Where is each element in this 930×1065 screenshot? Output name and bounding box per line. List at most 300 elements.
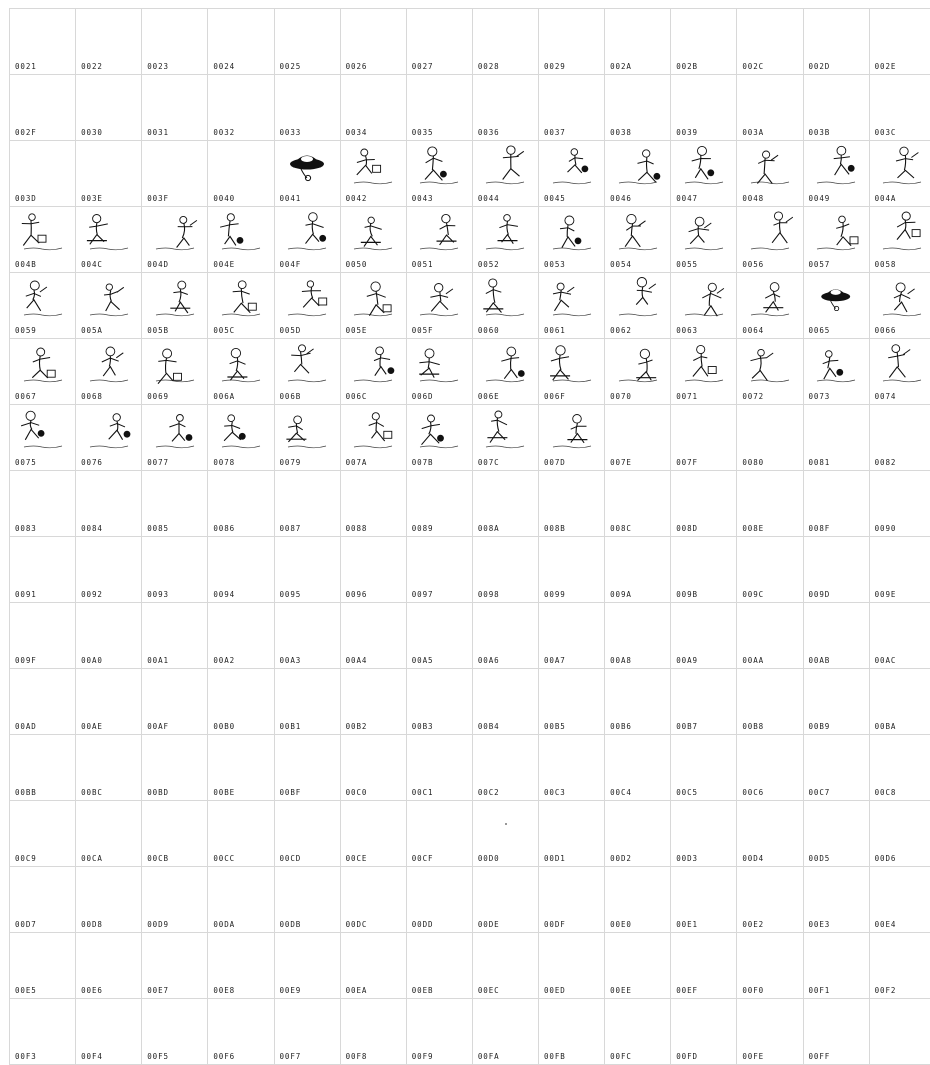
- glyph-cell-00DF[interactable]: [539, 867, 605, 933]
- glyph-cell-0096[interactable]: [340, 537, 406, 603]
- glyph-cell-00C2[interactable]: [472, 735, 538, 801]
- glyph-cell-0030[interactable]: [76, 75, 142, 141]
- glyph-cell-00B1[interactable]: [274, 669, 340, 735]
- glyph-cell-0047[interactable]: [671, 141, 737, 207]
- glyph-cell-00D9[interactable]: [142, 867, 208, 933]
- glyph-cell-006A[interactable]: [208, 339, 274, 405]
- glyph-code-label: 00CF: [412, 855, 434, 863]
- glyph-cell-00A1[interactable]: [142, 603, 208, 669]
- glyph-cell-00A9[interactable]: [671, 603, 737, 669]
- glyph-cell-00D7[interactable]: [10, 867, 76, 933]
- glyph-code-label: 0099: [544, 591, 566, 599]
- glyph-code-label: 002D: [809, 63, 831, 71]
- glyph-code-label: 00C0: [346, 789, 368, 797]
- glyph-cell-007F[interactable]: [671, 405, 737, 471]
- glyph-code-label: 00EC: [478, 987, 500, 995]
- glyph-cell-00AA[interactable]: [737, 603, 803, 669]
- glyph-code-label: 0060: [478, 327, 500, 335]
- glyph-cell-00F4[interactable]: [76, 999, 142, 1065]
- glyph-code-label: 00BF: [280, 789, 302, 797]
- glyph-cell-0026[interactable]: [340, 9, 406, 75]
- glyph-cell-00F3[interactable]: [10, 999, 76, 1065]
- glyph-cell-0044[interactable]: [472, 141, 538, 207]
- glyph-code-label: 0068: [81, 393, 103, 401]
- glyph-cell-00DB[interactable]: [274, 867, 340, 933]
- glyph-cell-008C[interactable]: [605, 471, 671, 537]
- glyph-code-label: 009F: [15, 657, 37, 665]
- glyph-cell-00B3[interactable]: [406, 669, 472, 735]
- glyph-cell-00AD[interactable]: [10, 669, 76, 735]
- glyph-cell-00BE[interactable]: [208, 735, 274, 801]
- glyph-cell-00B2[interactable]: [340, 669, 406, 735]
- glyph-code-label: 0053: [544, 261, 566, 269]
- glyph-cell-004C[interactable]: [76, 207, 142, 273]
- glyph-cell-0080[interactable]: [737, 405, 803, 471]
- glyph-cell-0037[interactable]: [539, 75, 605, 141]
- glyph-cell-0074[interactable]: [869, 339, 930, 405]
- glyph-cell-007A[interactable]: [340, 405, 406, 471]
- glyph-cell-00AB[interactable]: [803, 603, 869, 669]
- glyph-cell-0089[interactable]: [406, 471, 472, 537]
- glyph-cell-009F[interactable]: [10, 603, 76, 669]
- glyph-code-label: 007F: [676, 459, 698, 467]
- glyph-code-label: 00B2: [346, 723, 368, 731]
- glyph-cell-00F1[interactable]: [803, 933, 869, 999]
- glyph-cell-00D1[interactable]: [539, 801, 605, 867]
- glyph-cell-0090[interactable]: [869, 471, 930, 537]
- glyph-cell-0045[interactable]: [539, 141, 605, 207]
- glyph-cell-0035[interactable]: [406, 75, 472, 141]
- glyph-cell-00DE[interactable]: [472, 867, 538, 933]
- glyph-cell-00B7[interactable]: [671, 669, 737, 735]
- glyph-cell-009C[interactable]: [737, 537, 803, 603]
- glyph-cell-00B8[interactable]: [737, 669, 803, 735]
- glyph-cell-00E8[interactable]: [208, 933, 274, 999]
- glyph-cell-00EB[interactable]: [406, 933, 472, 999]
- glyph-cell-0086[interactable]: [208, 471, 274, 537]
- glyph-cell-00FD[interactable]: [671, 999, 737, 1065]
- figure-digging-icon: [275, 407, 340, 451]
- glyph-cell-00E2[interactable]: [737, 867, 803, 933]
- glyph-code-label: 00D2: [610, 855, 632, 863]
- glyph-code-label: 00F8: [346, 1053, 368, 1061]
- glyph-cell-00B9[interactable]: [803, 669, 869, 735]
- glyph-cell-00C8[interactable]: [869, 735, 930, 801]
- glyph-cell-00FC[interactable]: [605, 999, 671, 1065]
- glyph-cell-005A[interactable]: [76, 273, 142, 339]
- glyph-cell-00E9[interactable]: [274, 933, 340, 999]
- glyph-cell-0041[interactable]: [274, 141, 340, 207]
- glyph-cell-006F[interactable]: [539, 339, 605, 405]
- glyph-code-label: 0021: [15, 63, 37, 71]
- glyph-cell-008D[interactable]: [671, 471, 737, 537]
- glyph-cell-00CC[interactable]: [208, 801, 274, 867]
- glyph-cell-0064[interactable]: [737, 273, 803, 339]
- glyph-cell-0031[interactable]: [142, 75, 208, 141]
- glyph-cell-00FF[interactable]: [803, 999, 869, 1065]
- glyph-cell-0087[interactable]: [274, 471, 340, 537]
- glyph-cell-0046[interactable]: [605, 141, 671, 207]
- glyph-code-label: 00B3: [412, 723, 434, 731]
- glyph-cell-006D[interactable]: [406, 339, 472, 405]
- glyph-cell-0052[interactable]: [472, 207, 538, 273]
- glyph-cell-00DC[interactable]: [340, 867, 406, 933]
- glyph-cell-00E1[interactable]: [671, 867, 737, 933]
- glyph-code-label: 005F: [412, 327, 434, 335]
- glyph-cell-0028[interactable]: [472, 9, 538, 75]
- glyph-code-label: 0095: [280, 591, 302, 599]
- glyph-cell-00FA[interactable]: [472, 999, 538, 1065]
- glyph-cell-00E0[interactable]: [605, 867, 671, 933]
- glyph-cell-0056[interactable]: [737, 207, 803, 273]
- glyph-cell-0068[interactable]: [76, 339, 142, 405]
- glyph-code-label: 002A: [610, 63, 632, 71]
- glyph-cell-0024[interactable]: [208, 9, 274, 75]
- glyph-cell-0040[interactable]: [208, 141, 274, 207]
- glyph-cell-004B[interactable]: [10, 207, 76, 273]
- glyph-cell-0057[interactable]: [803, 207, 869, 273]
- glyph-cell-00B6[interactable]: [605, 669, 671, 735]
- glyph-code-label: 008D: [676, 525, 698, 533]
- glyph-cell-003F[interactable]: [142, 141, 208, 207]
- glyph-cell-0085[interactable]: [142, 471, 208, 537]
- glyph-code-label: 0064: [742, 327, 764, 335]
- glyph-cell-0042[interactable]: [340, 141, 406, 207]
- glyph-cell-0079[interactable]: [274, 405, 340, 471]
- glyph-code-label: 00E4: [875, 921, 897, 929]
- glyph-cell-005D[interactable]: [274, 273, 340, 339]
- glyph-cell-00F5[interactable]: [142, 999, 208, 1065]
- glyph-code-label: 0063: [676, 327, 698, 335]
- glyph-cell-002E[interactable]: [869, 9, 930, 75]
- glyph-cell-00C6[interactable]: [737, 735, 803, 801]
- glyph-cell-007C[interactable]: [472, 405, 538, 471]
- glyph-cell-empty[interactable]: [869, 999, 930, 1065]
- glyph-cell-009D[interactable]: [803, 537, 869, 603]
- glyph-cell-0021[interactable]: [10, 9, 76, 75]
- glyph-cell-004D[interactable]: [142, 207, 208, 273]
- figure-dancing-icon: [10, 275, 75, 319]
- glyph-cell-00E4[interactable]: [869, 867, 930, 933]
- glyph-cell-00BB[interactable]: [10, 735, 76, 801]
- glyph-code-label: 00E5: [15, 987, 37, 995]
- glyph-cell-002F[interactable]: [10, 75, 76, 141]
- glyph-cell-0098[interactable]: [472, 537, 538, 603]
- glyph-cell-002D[interactable]: [803, 9, 869, 75]
- glyph-cell-00D3[interactable]: [671, 801, 737, 867]
- glyph-cell-0097[interactable]: [406, 537, 472, 603]
- glyph-cell-0062[interactable]: [605, 273, 671, 339]
- glyph-cell-0078[interactable]: [208, 405, 274, 471]
- glyph-cell-008F[interactable]: [803, 471, 869, 537]
- glyph-cell-0091[interactable]: [10, 537, 76, 603]
- glyph-cell-005E[interactable]: [340, 273, 406, 339]
- glyph-cell-003D[interactable]: [10, 141, 76, 207]
- glyph-cell-0070[interactable]: [605, 339, 671, 405]
- glyph-cell-0055[interactable]: [671, 207, 737, 273]
- glyph-code-label: 008E: [742, 525, 764, 533]
- glyph-cell-00B4[interactable]: [472, 669, 538, 735]
- glyph-cell-0095[interactable]: [274, 537, 340, 603]
- glyph-cell-0058[interactable]: [869, 207, 930, 273]
- glyph-cell-00C9[interactable]: [10, 801, 76, 867]
- glyph-code-label: 00DF: [544, 921, 566, 929]
- glyph-cell-00CA[interactable]: [76, 801, 142, 867]
- glyph-cell-007E[interactable]: [605, 405, 671, 471]
- glyph-cell-0039[interactable]: [671, 75, 737, 141]
- glyph-cell-00C3[interactable]: [539, 735, 605, 801]
- glyph-cell-0022[interactable]: [76, 9, 142, 75]
- figure-with-box-icon: [473, 209, 538, 253]
- glyph-cell-008A[interactable]: [472, 471, 538, 537]
- glyph-cell-0061[interactable]: [539, 273, 605, 339]
- glyph-cell-00D6[interactable]: [869, 801, 930, 867]
- glyph-cell-00AC[interactable]: [869, 603, 930, 669]
- glyph-cell-0036[interactable]: [472, 75, 538, 141]
- group-of-figures-icon: [10, 407, 75, 451]
- glyph-code-label: 00C8: [875, 789, 897, 797]
- glyph-cell-00C7[interactable]: [803, 735, 869, 801]
- glyph-code-label: 00E9: [280, 987, 302, 995]
- glyph-cell-00EC[interactable]: [472, 933, 538, 999]
- figure-pair-icon: [671, 341, 736, 385]
- glyph-cell-0082[interactable]: [869, 405, 930, 471]
- glyph-cell-0066[interactable]: [869, 273, 930, 339]
- glyph-cell-00A8[interactable]: [605, 603, 671, 669]
- glyph-cell-00E5[interactable]: [10, 933, 76, 999]
- glyph-cell-009A[interactable]: [605, 537, 671, 603]
- glyph-cell-007D[interactable]: [539, 405, 605, 471]
- glyph-cell-00A7[interactable]: [539, 603, 605, 669]
- glyph-cell-008E[interactable]: [737, 471, 803, 537]
- glyph-cell-00A6[interactable]: [472, 603, 538, 669]
- glyph-cell-00CE[interactable]: [340, 801, 406, 867]
- two-figures-lifting-icon: [539, 143, 604, 187]
- glyph-cell-00D0[interactable]: [472, 801, 538, 867]
- glyph-cell-00A2[interactable]: [208, 603, 274, 669]
- glyph-cell-00BC[interactable]: [76, 735, 142, 801]
- glyph-code-label: 00CC: [213, 855, 235, 863]
- glyph-cell-00EE[interactable]: [605, 933, 671, 999]
- glyph-cell-005C[interactable]: [208, 273, 274, 339]
- glyph-cell-00F6[interactable]: [208, 999, 274, 1065]
- glyph-cell-00C0[interactable]: [340, 735, 406, 801]
- glyph-cell-0043[interactable]: [406, 141, 472, 207]
- glyph-cell-004E[interactable]: [208, 207, 274, 273]
- glyph-cell-0081[interactable]: [803, 405, 869, 471]
- glyph-cell-00BD[interactable]: [142, 735, 208, 801]
- glyph-cell-00FE[interactable]: [737, 999, 803, 1065]
- glyph-table-row: [10, 537, 930, 603]
- glyph-code-label: 008C: [610, 525, 632, 533]
- glyph-cell-003B[interactable]: [803, 75, 869, 141]
- glyph-cell-003E[interactable]: [76, 141, 142, 207]
- glyph-code-label: 00BB: [15, 789, 37, 797]
- glyph-cell-0075[interactable]: [10, 405, 76, 471]
- glyph-cell-0084[interactable]: [76, 471, 142, 537]
- glyph-cell-00CD[interactable]: [274, 801, 340, 867]
- glyph-cell-008B[interactable]: [539, 471, 605, 537]
- glyph-code-label: 0089: [412, 525, 434, 533]
- glyph-cell-0092[interactable]: [76, 537, 142, 603]
- glyph-cell-00B5[interactable]: [539, 669, 605, 735]
- glyph-cell-0073[interactable]: [803, 339, 869, 405]
- glyph-cell-00C5[interactable]: [671, 735, 737, 801]
- glyph-cell-009E[interactable]: [869, 537, 930, 603]
- glyph-code-label: 00D9: [147, 921, 169, 929]
- glyph-code-label: 00A9: [676, 657, 698, 665]
- figure-kneeling-icon: [275, 275, 340, 319]
- glyph-cell-00BA[interactable]: [869, 669, 930, 735]
- glyph-cell-003A[interactable]: [737, 75, 803, 141]
- glyph-cell-00A5[interactable]: [406, 603, 472, 669]
- glyph-code-label: 0093: [147, 591, 169, 599]
- glyph-code-label: 00DD: [412, 921, 434, 929]
- figure-at-gate-icon: [407, 341, 472, 385]
- glyph-cell-00A3[interactable]: [274, 603, 340, 669]
- glyph-cell-0067[interactable]: [10, 339, 76, 405]
- glyph-cell-00EA[interactable]: [340, 933, 406, 999]
- glyph-code-label: 0026: [346, 63, 368, 71]
- glyph-cell-0051[interactable]: [406, 207, 472, 273]
- glyph-cell-0076[interactable]: [76, 405, 142, 471]
- glyph-cell-00EF[interactable]: [671, 933, 737, 999]
- glyph-cell-0033[interactable]: [274, 75, 340, 141]
- glyph-cell-0032[interactable]: [208, 75, 274, 141]
- figure-hopping-icon: [804, 341, 869, 385]
- glyph-cell-0053[interactable]: [539, 207, 605, 273]
- glyph-cell-0069[interactable]: [142, 339, 208, 405]
- glyph-cell-00F9[interactable]: [406, 999, 472, 1065]
- glyph-code-label: 0054: [610, 261, 632, 269]
- glyph-cell-00AE[interactable]: [76, 669, 142, 735]
- glyph-cell-00D5[interactable]: [803, 801, 869, 867]
- glyph-code-label: 00E7: [147, 987, 169, 995]
- figure-with-barbell-icon: [208, 407, 273, 451]
- glyph-cell-0063[interactable]: [671, 273, 737, 339]
- glyph-cell-00BF[interactable]: [274, 735, 340, 801]
- glyph-code-label: 00CE: [346, 855, 368, 863]
- glyph-cell-0065[interactable]: [803, 273, 869, 339]
- glyph-table-row: [10, 735, 930, 801]
- glyph-code-label: 005C: [213, 327, 235, 335]
- glyph-cell-004A[interactable]: [869, 141, 930, 207]
- glyph-cell-002B[interactable]: [671, 9, 737, 75]
- glyph-code-label: 003A: [742, 129, 764, 137]
- glyph-cell-0029[interactable]: [539, 9, 605, 75]
- glyph-code-label: 0092: [81, 591, 103, 599]
- glyph-cell-0038[interactable]: [605, 75, 671, 141]
- glyph-cell-002A[interactable]: [605, 9, 671, 75]
- glyph-cell-00D8[interactable]: [76, 867, 142, 933]
- glyph-cell-00B0[interactable]: [208, 669, 274, 735]
- glyph-cell-0048[interactable]: [737, 141, 803, 207]
- glyph-code-label: 0085: [147, 525, 169, 533]
- glyph-code-label: 00AE: [81, 723, 103, 731]
- glyph-cell-005B[interactable]: [142, 273, 208, 339]
- glyph-cell-00E6[interactable]: [76, 933, 142, 999]
- glyph-code-label: 00DE: [478, 921, 500, 929]
- glyph-cell-0059[interactable]: [10, 273, 76, 339]
- glyph-cell-0094[interactable]: [208, 537, 274, 603]
- glyph-code-label: 0074: [875, 393, 897, 401]
- glyph-code-label: 005D: [280, 327, 302, 335]
- glyph-cell-00E3[interactable]: [803, 867, 869, 933]
- glyph-cell-004F[interactable]: [274, 207, 340, 273]
- glyph-code-label: 00E2: [742, 921, 764, 929]
- figure-at-bar-icon: [804, 143, 869, 187]
- glyph-cell-002C[interactable]: [737, 9, 803, 75]
- glyph-cell-0060[interactable]: [472, 273, 538, 339]
- glyph-cell-00DA[interactable]: [208, 867, 274, 933]
- glyph-code-label: 00ED: [544, 987, 566, 995]
- glyph-code-label: 00F6: [213, 1053, 235, 1061]
- glyph-cell-0099[interactable]: [539, 537, 605, 603]
- glyph-cell-0077[interactable]: [142, 405, 208, 471]
- glyph-cell-0071[interactable]: [671, 339, 737, 405]
- glyph-cell-0050[interactable]: [340, 207, 406, 273]
- glyph-cell-0054[interactable]: [605, 207, 671, 273]
- glyph-cell-006B[interactable]: [274, 339, 340, 405]
- glyph-cell-006C[interactable]: [340, 339, 406, 405]
- glyph-cell-0072[interactable]: [737, 339, 803, 405]
- glyph-cell-00F0[interactable]: [737, 933, 803, 999]
- glyph-code-label: 0052: [478, 261, 500, 269]
- glyph-cell-0049[interactable]: [803, 141, 869, 207]
- glyph-cell-007B[interactable]: [406, 405, 472, 471]
- glyph-code-label: 00D1: [544, 855, 566, 863]
- glyph-cell-006E[interactable]: [472, 339, 538, 405]
- two-figures-group-icon: [341, 341, 406, 385]
- glyph-cell-00C4[interactable]: [605, 735, 671, 801]
- glyph-cell-00DD[interactable]: [406, 867, 472, 933]
- glyph-cell-00D2[interactable]: [605, 801, 671, 867]
- glyph-cell-00A4[interactable]: [340, 603, 406, 669]
- glyph-code-label: 00E0: [610, 921, 632, 929]
- glyph-code-label: 00C9: [15, 855, 37, 863]
- glyph-cell-0025[interactable]: [274, 9, 340, 75]
- glyph-cell-00D4[interactable]: [737, 801, 803, 867]
- glyph-cell-00A0[interactable]: [76, 603, 142, 669]
- glyph-cell-0083[interactable]: [10, 471, 76, 537]
- glyph-cell-00F2[interactable]: [869, 933, 930, 999]
- glyph-code-label: 00C5: [676, 789, 698, 797]
- glyph-cell-00C1[interactable]: [406, 735, 472, 801]
- glyph-code-label: 00CA: [81, 855, 103, 863]
- figure-with-wheels-icon: [737, 209, 802, 253]
- two-figures-scene-icon: [737, 143, 802, 187]
- glyph-cell-009B[interactable]: [671, 537, 737, 603]
- glyph-cell-00F8[interactable]: [340, 999, 406, 1065]
- glyph-cell-0027[interactable]: [406, 9, 472, 75]
- glyph-cell-0023[interactable]: [142, 9, 208, 75]
- glyph-code-label: 004B: [15, 261, 37, 269]
- glyph-code-label: 0080: [742, 459, 764, 467]
- glyph-cell-00AF[interactable]: [142, 669, 208, 735]
- glyph-cell-00F7[interactable]: [274, 999, 340, 1065]
- glyph-code-label: 0030: [81, 129, 103, 137]
- glyph-cell-00ED[interactable]: [539, 933, 605, 999]
- glyph-cell-0093[interactable]: [142, 537, 208, 603]
- glyph-cell-00FB[interactable]: [539, 999, 605, 1065]
- glyph-cell-0034[interactable]: [340, 75, 406, 141]
- glyph-cell-0088[interactable]: [340, 471, 406, 537]
- glyph-cell-00E7[interactable]: [142, 933, 208, 999]
- glyph-cell-00CB[interactable]: [142, 801, 208, 867]
- glyph-cell-00CF[interactable]: [406, 801, 472, 867]
- glyph-cell-005F[interactable]: [406, 273, 472, 339]
- glyph-cell-003C[interactable]: [869, 75, 930, 141]
